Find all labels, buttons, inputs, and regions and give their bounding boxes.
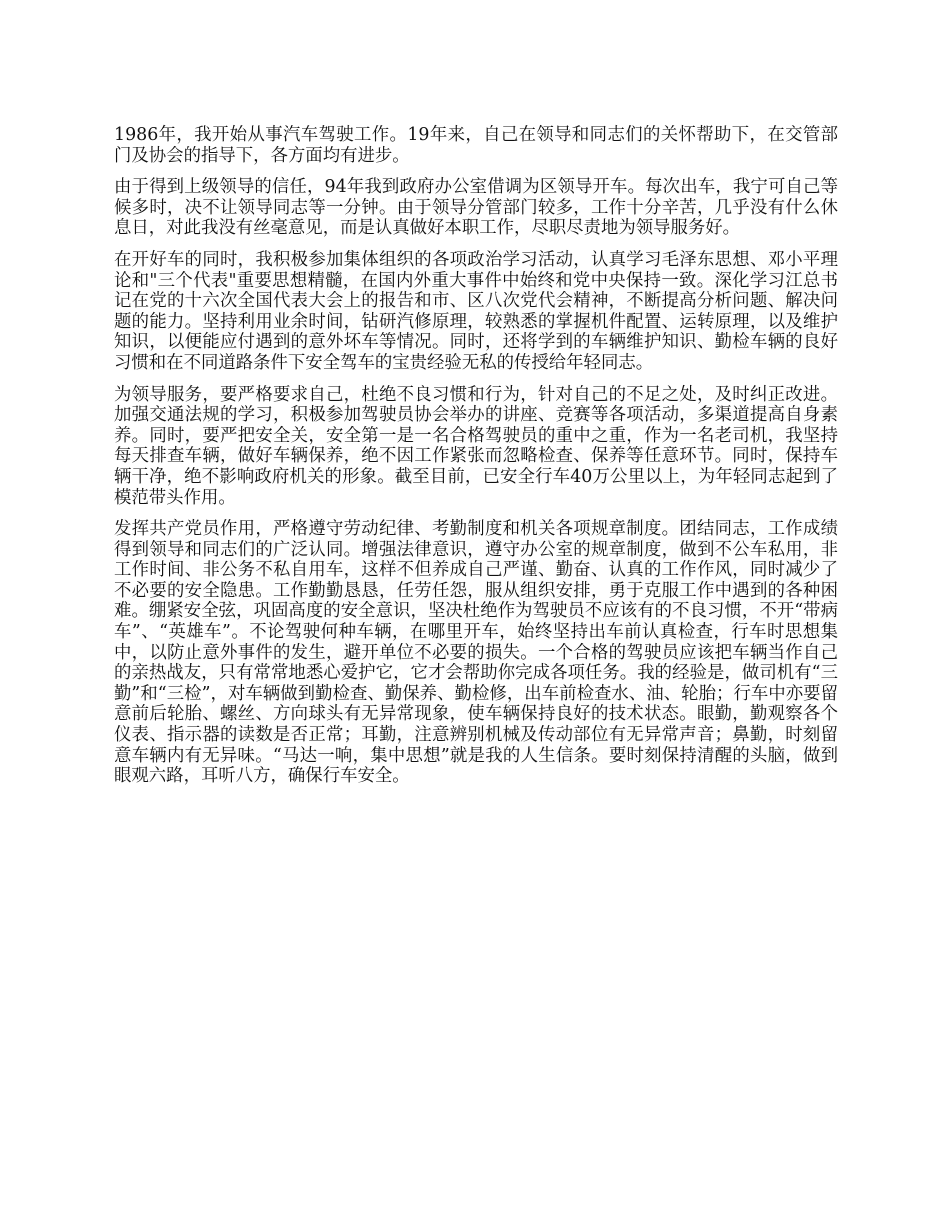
- document-body: [114, 125, 838, 798]
- paragraph-party-member-role: 发挥共产党员作用，严格遵守劳动纪律、考勤制度和机关各项规章制度。团结同志，工作成绩得到领导和同志们的广泛认同。增强法律意识，遵守办公室的规章制度，做到不公车私用，非工作时间、非公务不私自用车，这样不但养成自己严谨、勤奋、认真的工作作风，同时减少了不必要的安全隐患。工作勤勤恳恳，任劳任怨，服从组织安排，勇于克服工作中遇到的各种困难。绷紧安全弦，巩固高度的安全意识，坚决杜绝作为驾驶员不应该有的不良习惯，不开“带病车”、“英雄车”。不论驾驶何种车辆，在哪里开车，始终坚持出车前认真检查，行车时思想集中，以防止意外事件的发生，避开单位不必要的损失。一个合格的驾驶员应该把车辆当作自己的亲热战友，只有常常地悉心爱护它，它才会帮助你完成各项任务。我的经验是，做司机有“三勤”和“三检”，对车辆做到勤检查、勤保养、勤检修，出车前检查水、油、轮胎；行车中亦要留意前后轮胎、螺丝、方向球头有无异常现象，使车辆保持良好的技术状态。眼勤，勤观察各个仪表、指示器的读数是否正常；耳勤，注意辨别机械及传动部位有无异常声音；鼻勤，时刻留意车辆内有无异味。“马达一响，集中思想”就是我的人生信条。要时刻保持清醒的头脑，做到眼观六路，耳听八方，确保行车安全。: [114, 519, 838, 787]
- paragraph-political-study: 在开好车的同时，我积极参加集体组织的各项政治学习活动，认真学习毛泽东思想、邓小平理论和"三个代表"重要思想精髓，在国内外重大事件中始终和党中央保持一致。深化学习江总书记在党的十六次全国代表大会上的报告和市、区八次党代会精神，不断提高分析问题、解决问题的能力。坚持利用业余时间，钻研汽修原理，较熟悉的掌握机件配置、运转原理，以及维护知识，以便能应付遇到的意外坏车等情况。同时，还将学到的车辆维护知识、勤检车辆的良好习惯和在不同道路条件下安全驾车的宝贵经验无私的传授给年轻同志。: [114, 249, 838, 373]
- paragraph-intro: 1986年，我开始从事汽车驾驶工作。19年来，自己在领导和同志们的关怀帮助下，在交管部门及协会的指导下，各方面均有进步。: [114, 125, 839, 166]
- paragraph-government-driver: 由于得到上级领导的信任，94年我到政府办公室借调为区领导开车。每次出车，我宁可自己等候多时，决不让领导同志等一分钟。由于领导分管部门较多，工作十分辛苦，几乎没有什么休息日，对此我没有丝毫意见，而是认真做好本职工作，尽职尽责地为领导服务好。: [114, 177, 838, 239]
- paragraph-self-discipline: 为领导服务，要严格要求自己，杜绝不良习惯和行为，针对自己的不足之处，及时纠正改进。加强交通法规的学习，积极参加驾驶员协会举办的讲座、竞赛等各项活动，多渠道提高自身素养。同时，要严把安全关，安全第一是一名合格驾驶员的重中之重，作为一名老司机，我坚持每天排查车辆，做好车辆保养，绝不因工作紧张而忽略检查、保养等任意环节。同时，保持车辆干净，绝不影响政府机关的形象。截至目前，已安全行车40万公里以上，为年轻同志起到了模范带头作用。: [114, 384, 838, 508]
